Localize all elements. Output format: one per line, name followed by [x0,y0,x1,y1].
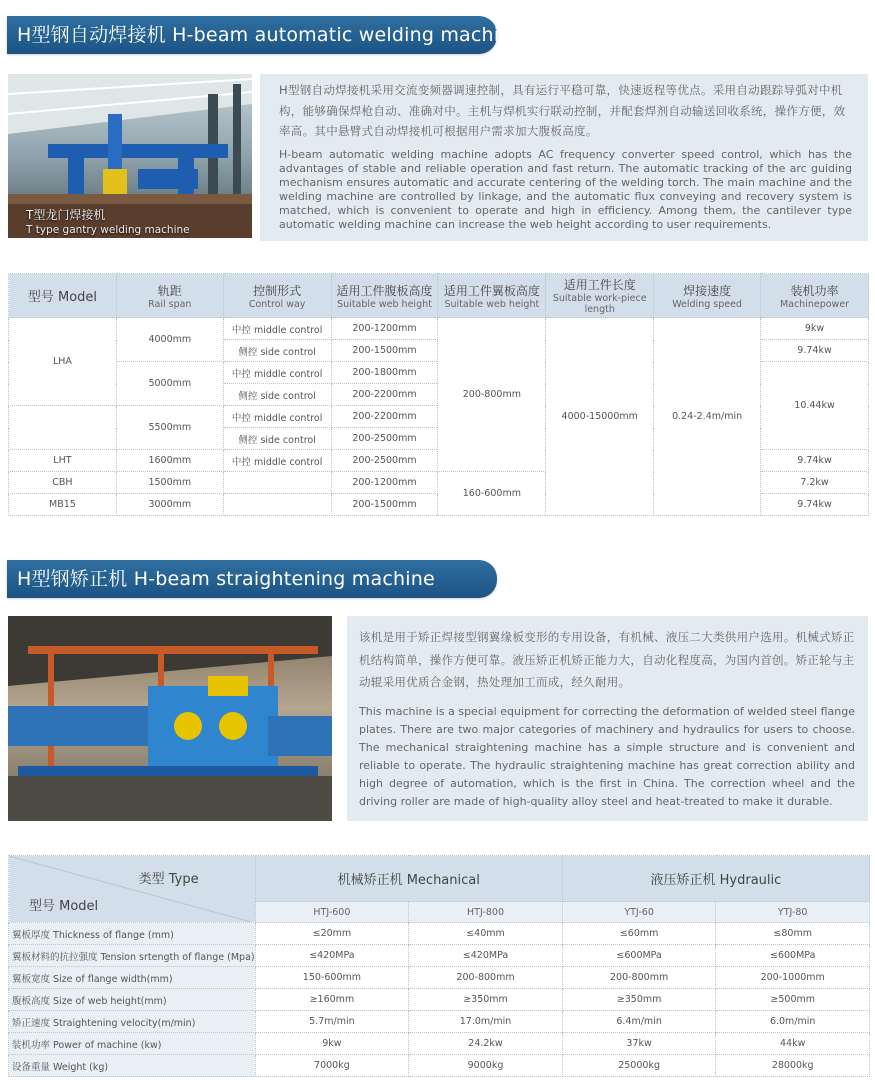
rail-span-cell: 4000mm [116,318,223,362]
header-model: 型号 Model [9,274,117,318]
control-cell: 侧控 side control [223,384,331,406]
header-rail-span: 轨距 Rail span [116,274,223,318]
photo-caption-zh: T型龙门焊接机 [26,208,106,222]
control-cell [223,472,331,494]
model-cell: LHT [9,450,117,472]
control-cell: 侧控 side control [223,340,331,362]
flange-height-cell: 200-800mm [438,318,546,472]
control-cell: 中控 middle control [223,362,331,384]
model-name-ytj-60: YTJ-60 [562,902,716,923]
power-cell: 9.74kw [761,340,869,362]
value-cell: ≤20mm [255,923,409,945]
value-cell: ≥350mm [409,989,563,1011]
model-label: 型号 Model [29,899,99,914]
control-cell: 中控 middle control [223,406,331,428]
model-name-htj-800: HTJ-800 [409,902,563,923]
header-machine-power: 装机功率 Machinepower [761,274,869,318]
value-cell: 150-600mm [255,967,409,989]
table-row [9,923,870,945]
web-height-cell: 200-2500mm [331,450,438,472]
web-height-cell: 200-1500mm [331,340,438,362]
welding-table-header-row [9,274,869,318]
value-cell: ≤600MPa [716,945,870,967]
header-web-height: 适用工件腹板高度 Suitable web height [331,274,438,318]
rail-span-cell: 1600mm [116,450,223,472]
model-cell: MB15 [9,494,117,516]
straightening-spec-table [8,855,870,1077]
header-flange-height: 适用工件翼板高度 Suitable web height [438,274,546,318]
table-row [9,989,870,1011]
web-height-cell: 200-1800mm [331,362,438,384]
model-cell: CBH [9,472,117,494]
control-cell: 中控 middle control [223,318,331,340]
type-model-header [9,856,256,923]
value-cell: ≤600MPa [562,945,716,967]
value-cell: 9000kg [409,1055,563,1077]
welding-description-zh: H型钢自动焊接机采用交流变频器调速控制，具有运行平稳可靠，快速返程等优点。采用自动跟踪导弧对中机构，能够确保焊枪自动、准确对中。主机与焊机实行联动控制，并配套焊剂自动输送回收系统，操作方便，效率高。其中悬臂式自动焊接机可根据用户需求加大腹板高度。 [279,83,846,138]
welding-spec-table [8,273,869,516]
table-row [9,945,870,967]
web-height-cell: 200-2200mm [331,384,438,406]
straightening-machine-photo [8,616,332,821]
welding-description-en: H-beam automatic welding machine adopts AC frequency converter speed control, which has the advantages of stable and reliable operation and fast return. The automatic tracking of the arc guiding mechanism ensures automatic and accurate centering of the welding torch. The main machine and the welding machine are controlled by linkage, and the automatic flux conveying and recovery system is matched, which is convenient to operate and high in efficiency. Among them, the cantilever type automatic welding machine can increase the web height according to user requirements. [279,147,852,231]
control-cell: 中控 middle control [223,450,331,472]
length-cell: 4000-15000mm [546,318,654,516]
value-cell: 6.0m/min [716,1011,870,1033]
web-height-cell: 200-2200mm [331,406,438,428]
value-cell: ≥160mm [255,989,409,1011]
row-label: 设备重量 Weight (kg) [9,1055,256,1077]
rail-span-cell: 1500mm [116,472,223,494]
value-cell: 25000kg [562,1055,716,1077]
rail-span-cell: 5500mm [116,406,223,450]
value-cell: ≤40mm [409,923,563,945]
value-cell: 200-800mm [562,967,716,989]
value-cell: 6.4m/min [562,1011,716,1033]
straightening-description-en: This machine is a special equipment for correcting the deformation of welded steel flange plates. There are two major categories of machinery and hydraulics for users to choose. The mechanical straightening machine has a simple structure and is convenient and reliable to operate. The hydraulic straightening machine has great correction ability and high degree of automation, which is the first in China. The correction wheel and the driving roller are made of high-quality alloy steel and heat-treated to make it durable. [359,704,855,808]
header-work-piece-length: 适用工件长度 Suitable work-piece length [546,274,654,318]
power-cell: 7.2kw [761,472,869,494]
row-label: 腹板高度 Size of web height(mm) [9,989,256,1011]
value-cell: ≤420MPa [409,945,563,967]
rail-span-cell: 5000mm [116,362,223,406]
value-cell: 5.7m/min [255,1011,409,1033]
flange-height-cell: 160-600mm [438,472,546,516]
welding-machine-photo [8,74,252,238]
hydraulic-header: 液压矫正机 Hydraulic [562,856,869,902]
rail-span-cell: 3000mm [116,494,223,516]
value-cell: ≥350mm [562,989,716,1011]
model-cell [9,406,117,450]
header-welding-speed: 焊接速度 Welding speed [654,274,761,318]
value-cell: 7000kg [255,1055,409,1077]
row-label: 翼板材料的抗拉强度 Tension srtength of flange (Mpa) [9,945,256,967]
photo-caption-en: T type gantry welding machine [26,224,190,236]
value-cell: 28000kg [716,1055,870,1077]
table-row [9,1033,870,1055]
value-cell: 44kw [716,1033,870,1055]
section-title-straightening: H型钢矫正机 H-beam straightening machine [7,560,497,598]
row-label: 矫正速度 Straightening velocity(m/min) [9,1011,256,1033]
table-row [9,967,870,989]
value-cell: 17.0m/min [409,1011,563,1033]
web-height-cell: 200-2500mm [331,428,438,450]
web-height-cell: 200-1500mm [331,494,438,516]
header-control-way: 控制形式 Control way [223,274,331,318]
value-cell: 200-800mm [409,967,563,989]
welding-description [260,74,868,241]
control-cell [223,494,331,516]
control-cell: 侧控 side control [223,428,331,450]
web-height-cell: 200-1200mm [331,472,438,494]
straightening-table-header-row [9,856,870,902]
web-height-cell: 200-1200mm [331,318,438,340]
value-cell: ≤420MPa [255,945,409,967]
power-cell: 10.44kw [761,362,869,450]
type-label: 类型 Type [138,872,199,887]
power-cell: 9kw [761,318,869,340]
section-title-welding: H型钢自动焊接机 H-beam automatic welding machine [7,16,497,54]
model-name-htj-600: HTJ-600 [255,902,409,923]
value-cell: 24.2kw [409,1033,563,1055]
value-cell: 9kw [255,1033,409,1055]
value-cell: 37kw [562,1033,716,1055]
row-label: 装机功率 Power of machine (kw) [9,1033,256,1055]
speed-cell: 0.24-2.4m/min [654,318,761,516]
value-cell: 200-1000mm [716,967,870,989]
straightening-description [347,616,868,821]
value-cell: ≤80mm [716,923,870,945]
straightening-description-zh: 该机是用于矫正焊接型钢翼缘板变形的专用设备，有机械、液压二大类供用户选用。机械式矫正机结构简单，操作方便可靠。液压矫正机矫正能力大，自动化程度高，为国内首创。矫正轮与主动辊采用优质合金钢，热处理加工而成，经久耐用。 [359,630,855,689]
table-row [9,1011,870,1033]
value-cell: ≤60mm [562,923,716,945]
model-name-ytj-80: YTJ-80 [716,902,870,923]
row-label: 翼板宽度 Size of flange width(mm) [9,967,256,989]
table-row [9,1055,870,1077]
mechanical-header: 机械矫正机 Mechanical [255,856,562,902]
row-label: 翼板厚度 Thickness of flange (mm) [9,923,256,945]
table-row [9,318,869,340]
power-cell: 9.74kw [761,450,869,472]
model-cell: LHA [9,318,117,406]
power-cell: 9.74kw [761,494,869,516]
value-cell: ≥500mm [716,989,870,1011]
